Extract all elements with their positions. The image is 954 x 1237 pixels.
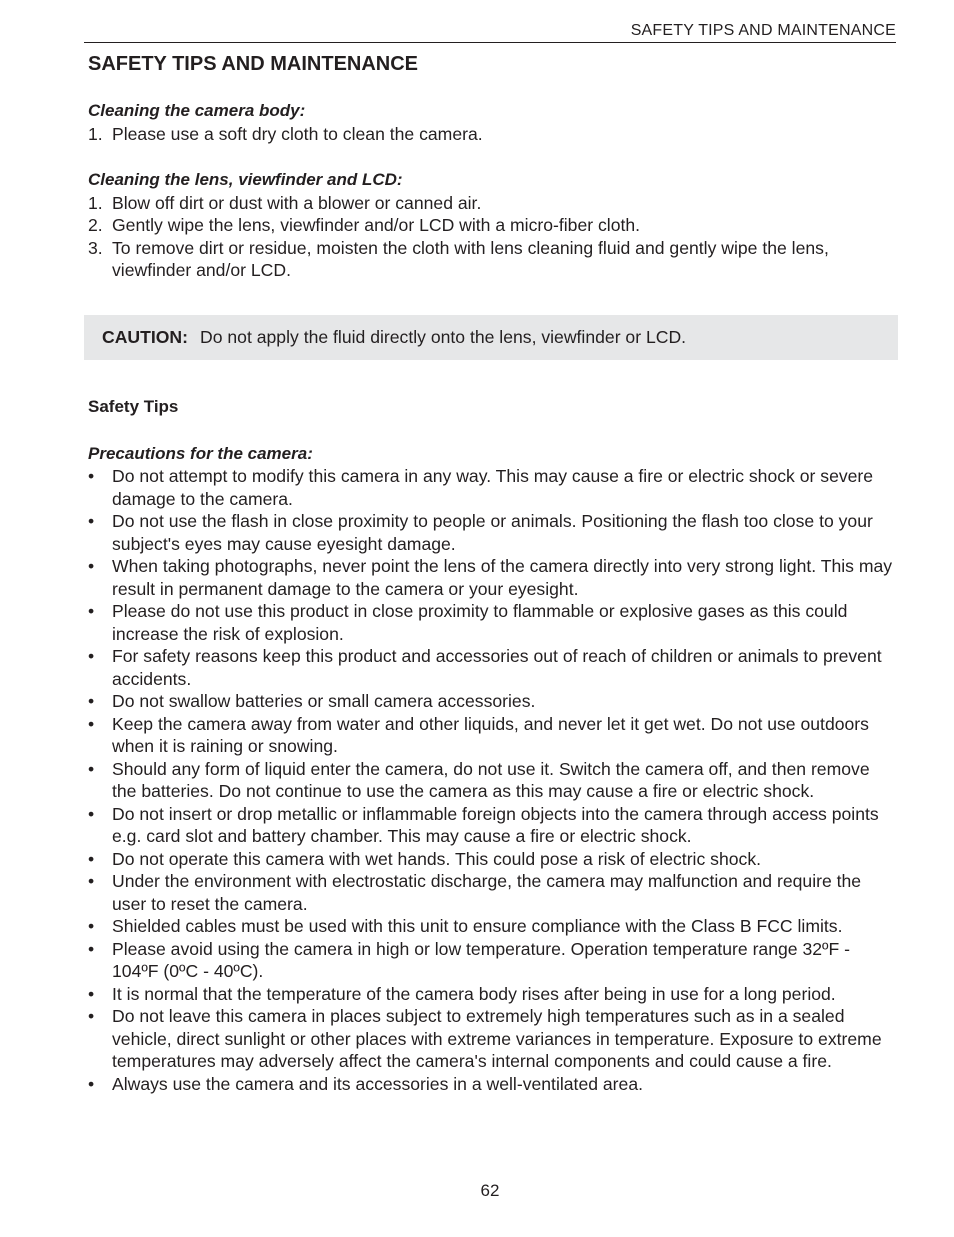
list-item — [88, 600, 894, 645]
list-item-text: Do not operate this camera with wet hands. This could pose a risk of electric shock. — [112, 848, 762, 869]
page-number: 62 — [480, 1181, 500, 1200]
list-item-text: To remove dirt or residue, moisten the cloth with lens cleaning fluid and gently wipe the lens, viewfinder and/or LCD. — [112, 237, 829, 280]
bullet-marker: • — [88, 713, 95, 734]
list-item-text: Do not insert or drop metallic or inflammable foreign objects into the camera through access points e.g. card slot and battery chamber. This may cause a fire or electric shock. — [112, 803, 879, 846]
bullet-marker: • — [88, 848, 95, 869]
list-item — [88, 713, 894, 758]
cleaning-lens-heading: Cleaning the lens, viewfinder and LCD: — [88, 170, 403, 189]
list-item-text: For safety reasons keep this product and accessories out of reach of children or animals to prevent accidents. — [112, 646, 882, 689]
bullet-marker: • — [88, 466, 95, 486]
cleaning-lens-list — [88, 192, 894, 282]
precautions-heading: Precautions for the camera: — [88, 443, 313, 463]
cleaning-body-section — [88, 100, 894, 145]
list-marker: 1. — [88, 123, 103, 144]
bullet-marker: • — [88, 646, 95, 666]
list-item-text: It is normal that the temperature of the camera body rises after being in use for a long period. — [112, 983, 836, 1004]
cleaning-lens-section — [88, 169, 894, 282]
list-item-text: Do not use the flash in close proximity to people or animals. Positioning the flash too close to your subject's eyes may cause eyesight damage. — [112, 511, 873, 554]
bullet-marker: • — [88, 803, 95, 824]
list-item-text: Shielded cables must be used with this unit to ensure compliance with the Class B FCC limits. — [112, 916, 843, 936]
bullet-marker: • — [88, 983, 95, 1004]
bullet-marker: • — [88, 938, 95, 959]
running-header: SAFETY TIPS AND MAINTENANCE — [84, 22, 896, 43]
bullet-marker: • — [88, 916, 95, 936]
list-item — [88, 555, 894, 600]
caution-label: CAUTION: — [102, 327, 189, 347]
list-item — [88, 214, 894, 237]
list-item — [88, 192, 894, 215]
caution-box — [84, 315, 898, 360]
cleaning-body-heading: Cleaning the camera body: — [88, 101, 306, 120]
bullet-marker: • — [88, 758, 95, 779]
list-item — [88, 915, 894, 938]
bullet-marker: • — [88, 556, 95, 576]
list-item-text: Keep the camera away from water and other liquids, and never let it get wet. Do not use outdoors when it is raining or snowing. — [112, 713, 869, 756]
list-item-text: Blow off dirt or dust with a blower or canned air. — [112, 192, 482, 213]
list-item — [88, 848, 894, 871]
list-item — [88, 1073, 894, 1096]
list-item-text: Gently wipe the lens, viewfinder and/or LCD with a micro-fiber cloth. — [112, 215, 641, 235]
bullet-marker: • — [88, 871, 95, 891]
safety-tips-heading: Safety Tips — [88, 397, 179, 416]
list-marker: 1. — [88, 192, 103, 213]
list-item — [88, 465, 894, 510]
list-item — [88, 983, 894, 1006]
list-item-text: Under the environment with electrostatic discharge, the camera may malfunction and require the user to reset the camera. — [112, 871, 862, 914]
caution-text: Do not apply the fluid directly onto the lens, viewfinder or LCD. — [200, 327, 687, 347]
bullet-marker: • — [88, 511, 95, 531]
list-marker: 2. — [88, 215, 103, 235]
list-item-text: Do not leave this camera in places subject to extremely high temperatures such as in a sealed vehicle, direct sunlight or other places with extreme variances in temperature. Exposure to extreme temperatures may adversely affect the camera's internal components and could cause a fire. — [112, 1006, 882, 1071]
precautions-list — [88, 465, 894, 1095]
list-item — [88, 510, 894, 555]
bullet-marker: • — [88, 601, 95, 621]
list-item — [88, 1005, 894, 1073]
list-item — [88, 938, 894, 983]
list-item-text: Do not attempt to modify this camera in any way. This may cause a fire or electric shock or severe damage to the camera. — [112, 466, 874, 509]
safety-tips-section — [88, 396, 894, 1095]
bullet-marker: • — [88, 1006, 95, 1026]
bullet-marker: • — [88, 691, 95, 711]
list-item-text: Always use the camera and its accessories in a well-ventilated area. — [112, 1073, 643, 1094]
list-item — [88, 870, 894, 915]
list-item — [88, 123, 894, 146]
list-item — [88, 690, 894, 713]
page-content — [88, 51, 894, 282]
list-item-text: Please use a soft dry cloth to clean the camera. — [112, 123, 483, 144]
list-item-text: Please avoid using the camera in high or low temperature. Operation temperature range 32ºF - 104ºF (0ºC - 40ºC). — [112, 938, 850, 981]
list-item — [88, 237, 894, 282]
list-item-text: Should any form of liquid enter the camera, do not use it. Switch the camera off, and then remove the batteries. Do not continue to use the camera as this may cause a fire or electric shock. — [112, 758, 870, 801]
list-item-text: When taking photographs, never point the lens of the camera directly into very strong light. This may result in permanent damage to the camera or your eyesight. — [112, 556, 893, 599]
list-marker: 3. — [88, 237, 103, 258]
page-title: SAFETY TIPS AND MAINTENANCE — [88, 53, 419, 75]
list-item — [88, 758, 894, 803]
list-item-text: Please do not use this product in close proximity to flammable or explosive gases as this could increase the risk of explosion. — [112, 601, 848, 644]
cleaning-body-list — [88, 123, 894, 146]
bullet-marker: • — [88, 1073, 95, 1094]
list-item-text: Do not swallow batteries or small camera accessories. — [112, 691, 536, 711]
list-item — [88, 803, 894, 848]
list-item — [88, 645, 894, 690]
